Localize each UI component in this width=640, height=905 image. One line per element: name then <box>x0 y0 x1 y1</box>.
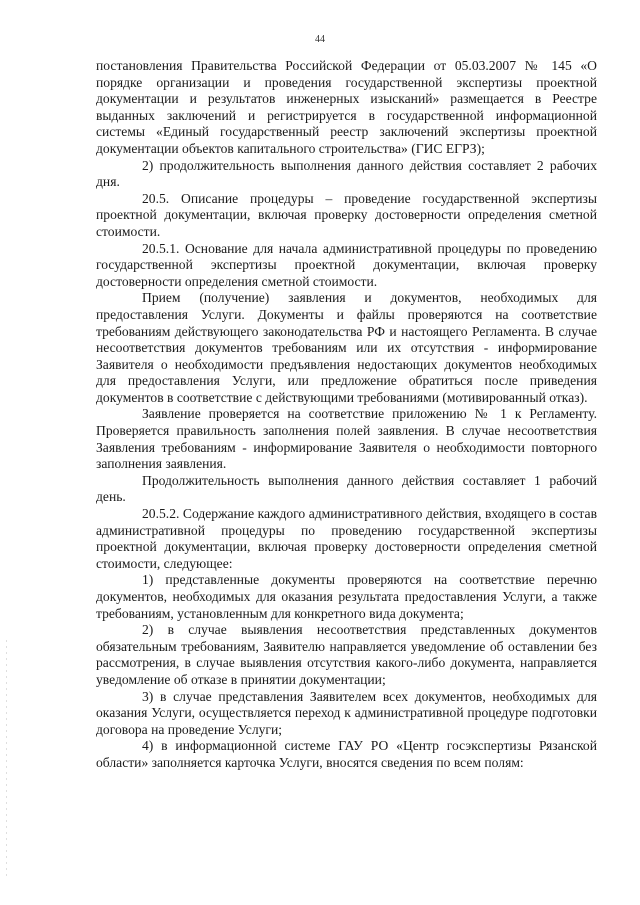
paragraph-20-5-1-basis: 20.5.1. Основание для начала административной процедуры по проведению государственной экспертизы проектной документации, включая проверку достоверности определения сметной стоимости. <box>96 240 597 289</box>
paragraph-item-3: 3) в случае представления Заявителем всех документов, необходимых для оказания Услуги, осуществляется переход к административной процедуре подготовки договора на проведение Услуги; <box>96 688 597 737</box>
paragraph-gis-egrz: постановления Правительства Российской Федерации от 05.03.2007 № 145 «О порядке организации и проведения государственной экспертизы проектной документации и результатов инженерных изысканий» размещается в Реестре выданных заключений и регистрируется в государственной информационной системы «Единый государственный реестр заключений экспертизы проектной документации объектов капитального строительства» (ГИС ЕГРЗ); <box>96 58 597 156</box>
paragraph-item-1: 1) представленные документы проверяются на соответствие перечню документов, необходимых для оказания результата предоставления Услуги, а также требованиям, установленным для конкретного вида документа; <box>96 572 597 621</box>
paragraph-item-4: 4) в информационной системе ГАУ РО «Центр госэкспертизы Рязанской области» заполняется карточка Услуги, вносятся сведения по всем полям: <box>96 738 597 770</box>
document-body <box>96 58 597 772</box>
page-number: 44 <box>315 34 325 45</box>
paragraph-item-2: 2) в случае выявления несоответствия представленных документов обязательным требованиям, Заявителю направляется уведомление об оставлении без рассмотрения, в случае выявления отсутствия какого-либо документа, направляется уведомление об отказе в принятии документации; <box>96 622 597 687</box>
paragraph-application-check: Заявление проверяется на соответствие приложению № 1 к Регламенту. Проверяется правильность заполнения полей заявления. В случае несоответствия Заявления требованиям - информирование Заявителя о необходимости повторного заполнения заявления. <box>96 406 597 472</box>
scan-edge-artifact <box>6 640 7 880</box>
paragraph-20-5-2-content: 20.5.2. Содержание каждого административного действия, входящего в состав административной процедуры по проведению государственной экспертизы проектной документации, включая проверку достоверности определения сметной стоимости, следующее: <box>96 506 597 571</box>
paragraph-duration-2-days: 2) продолжительность выполнения данного действия составляет 2 рабочих дня. <box>96 157 597 190</box>
paragraph-20-5-description: 20.5. Описание процедуры – проведение государственной экспертизы проектной документации, включая проверку достоверности определения сметной стоимости. <box>96 190 597 239</box>
paragraph-receipt-of-application: Прием (получение) заявления и документов, необходимых для предоставления Услуги. Документы и файлы проверяются на соответствие требованиям действующего законодательства РФ и настоящего Регламента. В случае несоответствия документов требованиям или их отсутствия - информирование Заявителя о необходимости предъявления недостающих документов необходимых для предоставления Услуги, или предложение обратиться после приведения документов в соответствие с действующими требованиями (мотивированный отказ). <box>96 290 597 405</box>
paragraph-duration-1-day: Продолжительность выполнения данного действия составляет 1 рабочий день. <box>96 472 597 505</box>
